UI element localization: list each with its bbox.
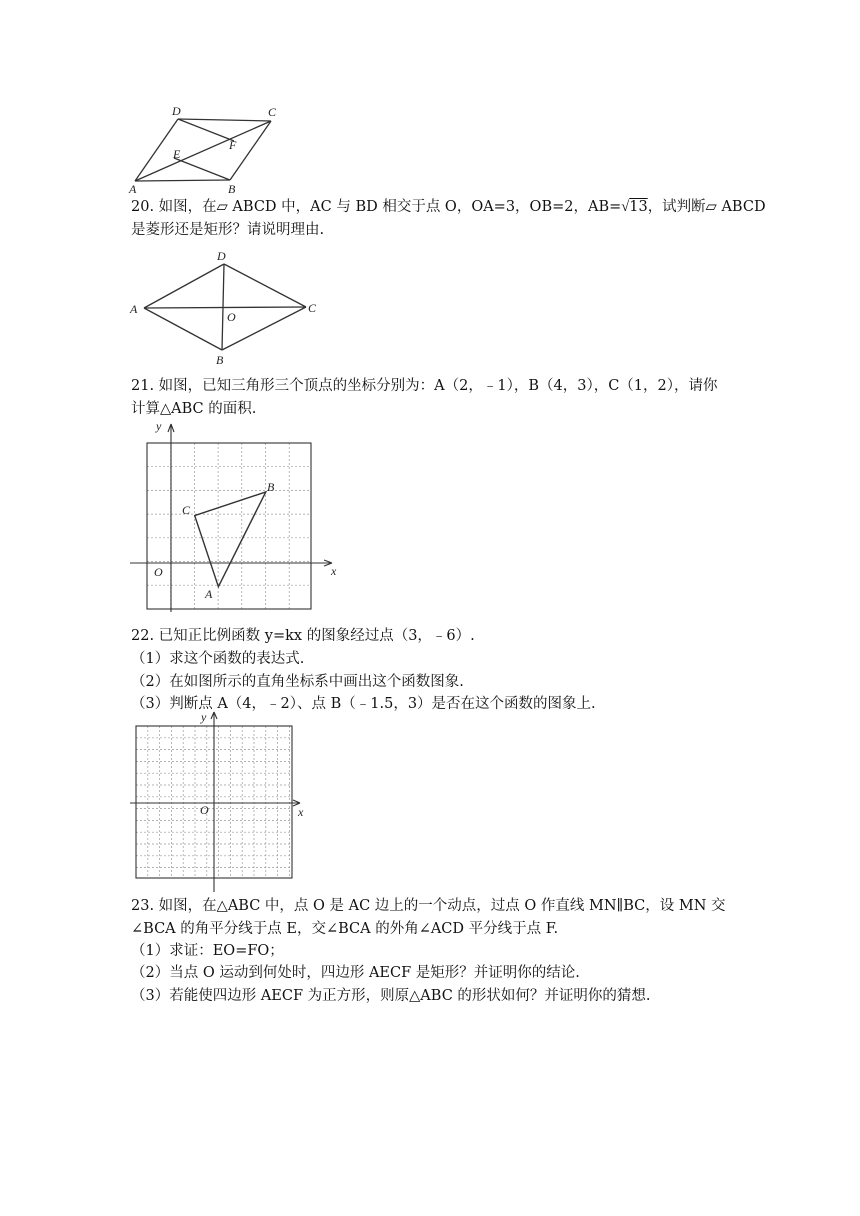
coordinate-grid-21 bbox=[126, 418, 346, 618]
sqrt-radicand: 13 bbox=[629, 199, 648, 215]
label-o: O bbox=[200, 803, 209, 817]
label-x: x bbox=[298, 805, 304, 819]
label-a: A bbox=[129, 182, 137, 196]
label-a: A bbox=[205, 587, 213, 601]
edge-dc bbox=[224, 264, 306, 307]
label-c: C bbox=[182, 503, 191, 517]
label-c: C bbox=[308, 301, 317, 315]
label-d: D bbox=[172, 104, 181, 118]
label-y: y bbox=[156, 419, 162, 433]
segment-eb bbox=[174, 158, 230, 180]
label-o: O bbox=[154, 565, 163, 579]
q23-line-5: （3）若能使四边形 AECF 为正方形，则原△ABC 的形状如何？并证明你的猜想. bbox=[131, 988, 651, 1004]
rhombus-figure-20 bbox=[126, 246, 326, 368]
grid-border bbox=[147, 443, 311, 609]
label-e: E bbox=[173, 147, 181, 161]
coordinate-grid-22 bbox=[126, 708, 316, 894]
label-b: B bbox=[228, 182, 236, 196]
diagonal-ac bbox=[144, 307, 306, 308]
edge-dc bbox=[178, 119, 271, 121]
segment-de bbox=[178, 119, 234, 141]
label-a: A bbox=[130, 302, 138, 316]
sqrt-symbol: √ bbox=[621, 199, 630, 215]
triangle-abc bbox=[195, 492, 266, 587]
q20-line-2: 是菱形还是矩形？请说明理由. bbox=[131, 222, 325, 238]
q23-line-4: （2）当点 O 运动到何处时，四边形 AECF 是矩形？并证明你的结论. bbox=[131, 965, 580, 981]
q23-line-2: ∠BCA 的角平分线于点 E，交∠BCA 的外角∠ACD 平分线于点 F. bbox=[131, 921, 559, 937]
label-y: y bbox=[201, 710, 207, 724]
q22-line-2: （1）求这个函数的表达式. bbox=[131, 651, 305, 667]
q22-line-4: （3）判断点 A（4，﹣2）、点 B（﹣1.5，3）是否在这个函数的图象上. bbox=[131, 696, 596, 712]
edge-ba bbox=[135, 180, 230, 181]
q20-line-1 bbox=[131, 197, 766, 217]
q23-line-1: 23. 如图，在△ABC 中，点 O 是 AC 边上的一个动点，过点 O 作直线 MN∥BC，设 MN 交 bbox=[131, 898, 726, 914]
q23-line-3: （1）求证：EO=FO； bbox=[131, 943, 284, 959]
parallelogram-figure-19 bbox=[126, 100, 286, 196]
edge-ba bbox=[144, 308, 222, 350]
label-o: O bbox=[227, 310, 236, 324]
grid-lines bbox=[147, 443, 311, 609]
label-b: B bbox=[267, 480, 275, 494]
q20-text-pre: 20. 如图，在▱ ABCD 中，AC 与 BD 相交于点 O，OA=3，OB=2，AB= bbox=[131, 199, 622, 215]
q22-line-3: （2）在如图所示的直角坐标系中画出这个函数图象. bbox=[131, 674, 464, 690]
q22-line-1: 22. 已知正比例函数 y=kx 的图象经过点（3，﹣6）. bbox=[131, 628, 475, 644]
label-x: x bbox=[331, 564, 337, 578]
label-d: D bbox=[217, 249, 226, 263]
label-f: F bbox=[229, 138, 237, 152]
q21-line-1: 21. 如图，已知三角形三个顶点的坐标分别为：A（2，﹣1），B（4，3），C（1，2），请你 bbox=[131, 378, 718, 394]
q21-line-2: 计算△ABC 的面积. bbox=[131, 401, 257, 417]
label-c: C bbox=[268, 105, 277, 119]
edge-ad bbox=[144, 264, 224, 308]
q20-text-post: ，试判断▱ ABCD bbox=[647, 199, 766, 215]
label-b: B bbox=[216, 353, 224, 367]
